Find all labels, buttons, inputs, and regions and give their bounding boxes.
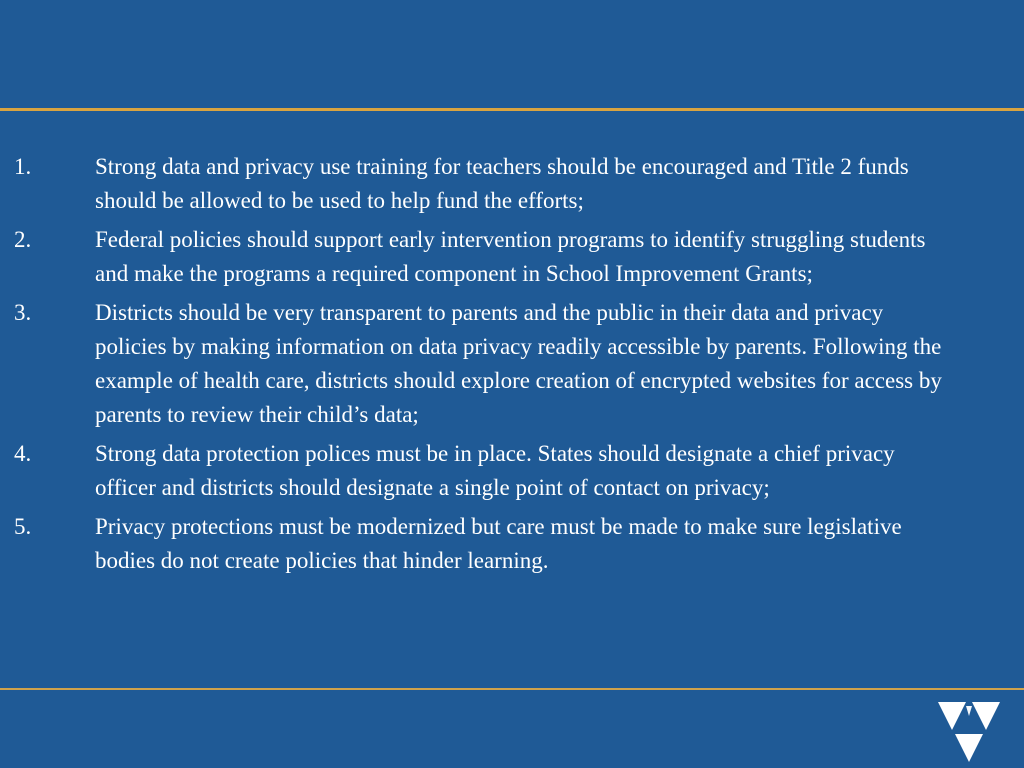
bottom-divider (0, 688, 1024, 690)
list-item-number: 3. (14, 300, 32, 325)
triangle-logo-icon (937, 700, 1001, 764)
list-item-text: Strong data protection polices must be in place. States should designate a chief privacy officer and districts should designate a single point of contact on privacy; (95, 441, 895, 500)
list-item-text: Strong data and privacy use training for teachers should be encouraged and Title 2 funds should be allowed to be used to help fund the efforts; (95, 154, 909, 213)
list-item (14, 510, 944, 578)
list-item (14, 223, 944, 291)
list-item (14, 437, 944, 505)
list-item-number: 5. (14, 514, 32, 539)
list-item (14, 150, 944, 218)
list-item-text: Privacy protections must be modernized but care must be made to make sure legislative bodies do not create policies that hinder learning. (95, 514, 902, 573)
list-item-number: 2. (14, 227, 32, 252)
recommendations-list (14, 150, 944, 583)
list-item-text: Federal policies should support early intervention programs to identify struggling students and make the programs a required component in School Improvement Grants; (95, 227, 926, 286)
list-item-number: 1. (14, 154, 32, 179)
list-item-text: Districts should be very transparent to parents and the public in their data and privacy policies by making information on data privacy readily accessible by parents. Following the example of health care, districts should explore creation of encrypted websites for access by parents to review their child’s data; (95, 300, 942, 427)
list-item (14, 296, 944, 432)
list-item-number: 4. (14, 441, 32, 466)
top-divider (0, 108, 1024, 111)
